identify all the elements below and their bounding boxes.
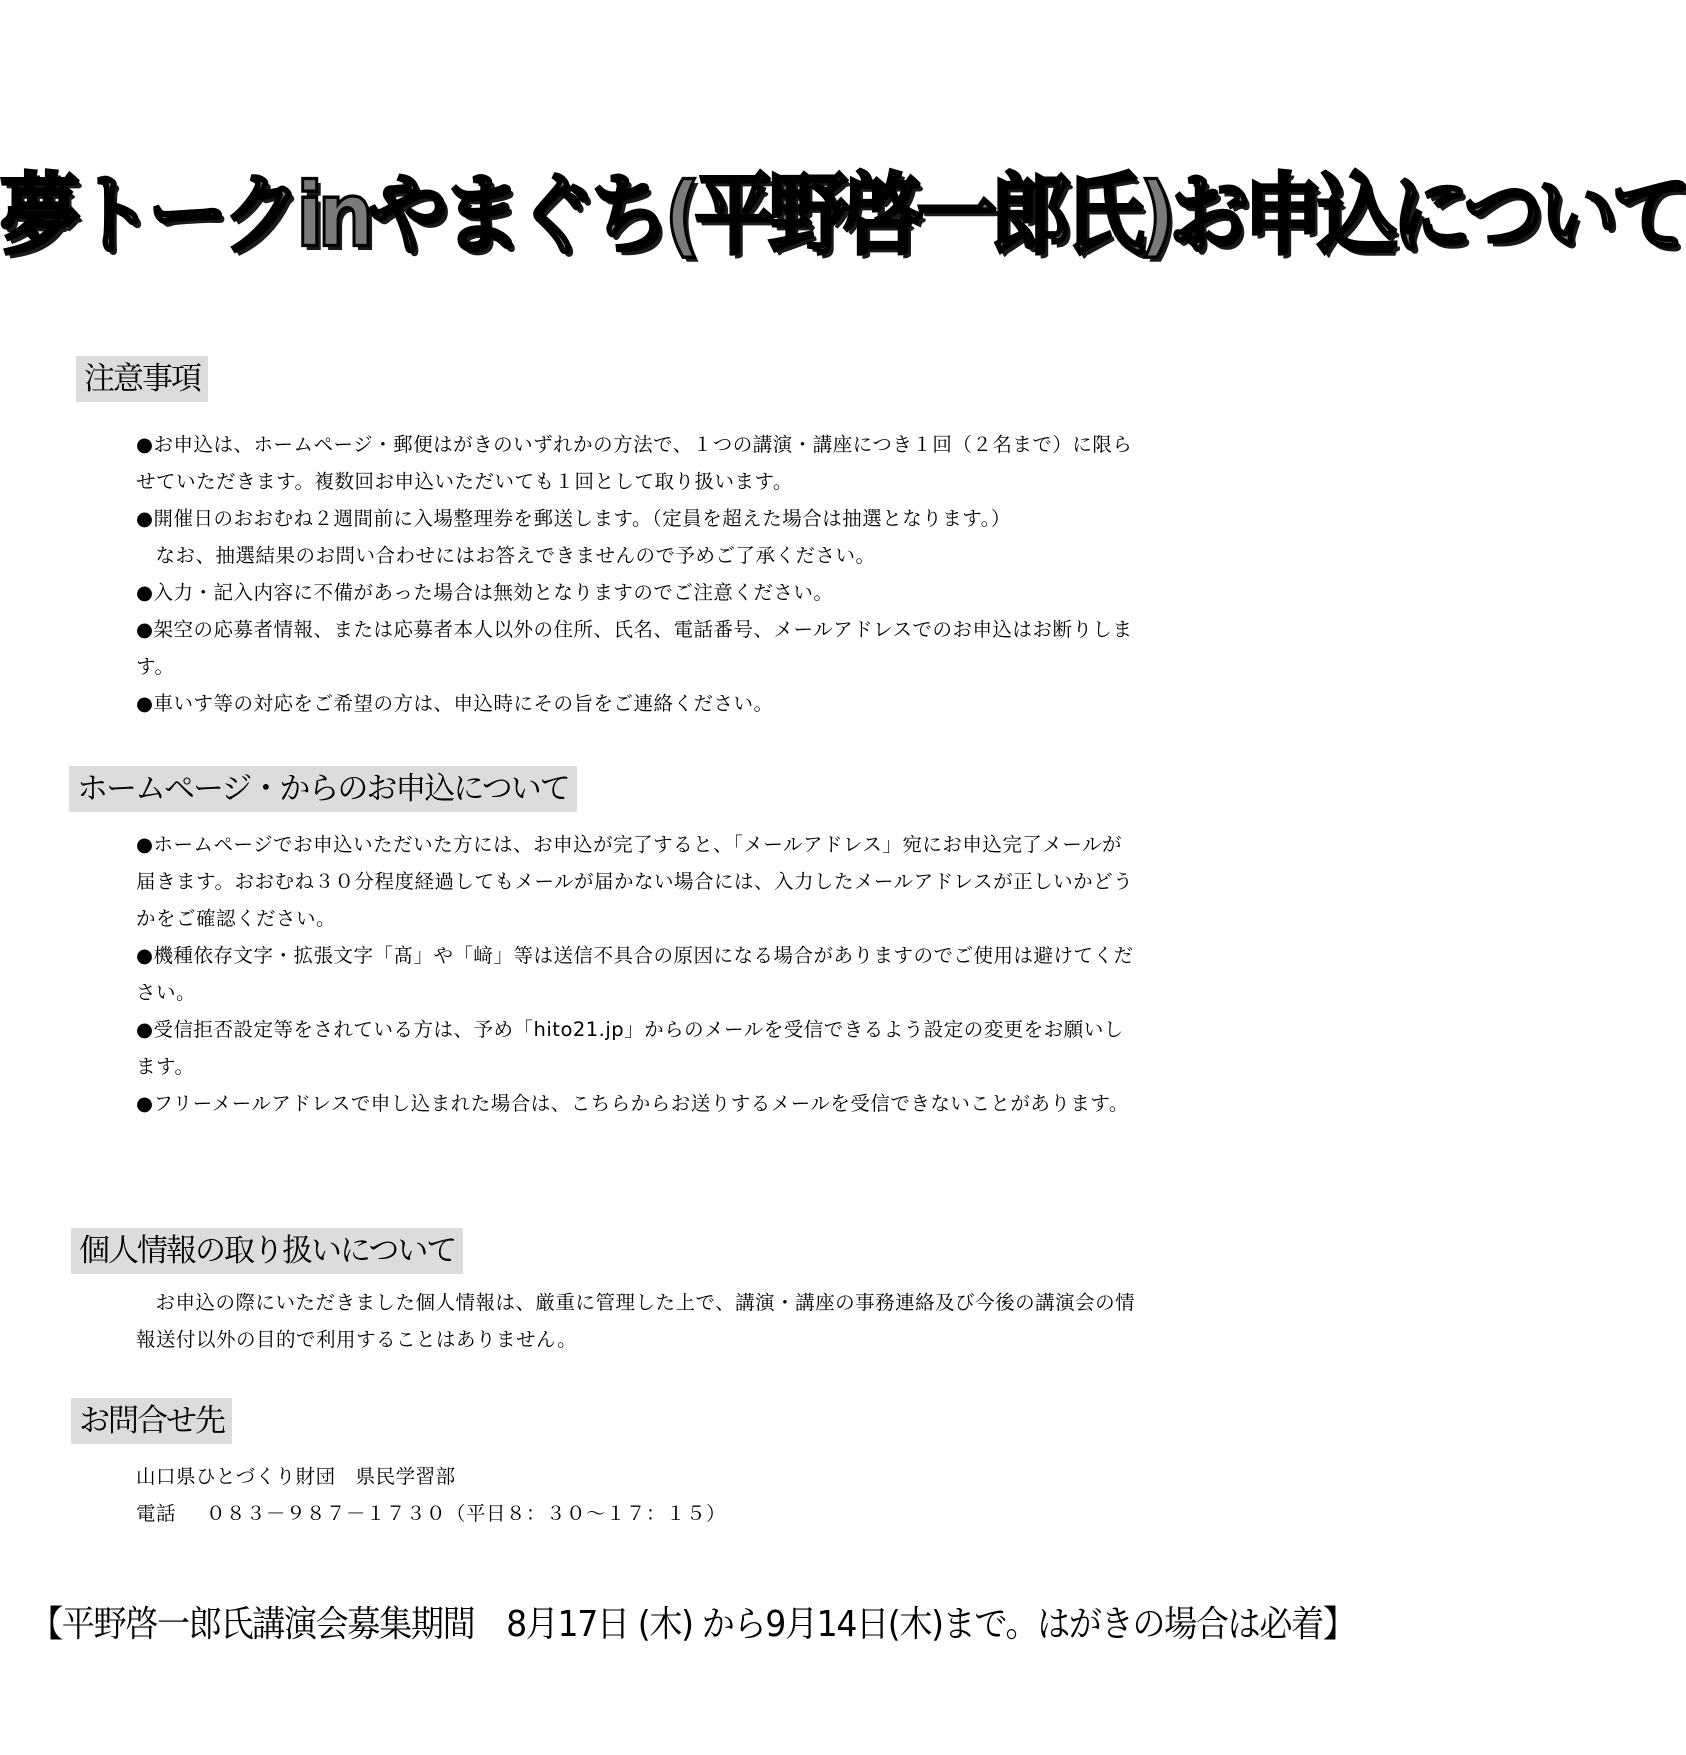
tel-number: ０８３－９８７－１７３０（平日８：３０～１７：１５） bbox=[206, 1502, 727, 1525]
contact-tel-line bbox=[136, 1495, 1141, 1532]
list-item: ●フリーメールアドレスで申し込まれた場合は、こちらからお送りするメールを受信できないことがあります。 bbox=[136, 1092, 1129, 1115]
section-heading-privacy: 個人情報の取り扱いについて bbox=[71, 1228, 463, 1274]
list-item: ●入力・記入内容に不備があった場合は無効となりますのでご注意ください。 bbox=[136, 581, 834, 604]
tel-label: 電話 bbox=[136, 1502, 177, 1525]
contact-org: 山口県ひとづくり財団 県民学習部 bbox=[136, 1465, 456, 1488]
list-item: ●開催日のおおむね２週間前に入場整理券を郵送します。（定員を超えた場合は抽選となります。） bbox=[136, 507, 1011, 530]
notes-list bbox=[136, 426, 1141, 722]
list-item: ●ホームページでお申込いただいた方には、お申込が完了すると、「メールアドレス」宛にお申込完了メールが届きます。おおむね３０分程度経過してもメールが届かない場合には、入力したメールアドレスが正しいかどうかをご確認ください。 bbox=[136, 833, 1134, 930]
section-heading-notes: 注意事項 bbox=[76, 356, 208, 402]
privacy-body: お申込の際にいただきました個人情報は、厳重に管理した上で、講演・講座の事務連絡及び今後の講演会の情報送付以外の目的で利用することはありません。 bbox=[136, 1291, 1136, 1351]
section-heading-contact: お問合せ先 bbox=[71, 1398, 232, 1444]
web-list bbox=[136, 826, 1141, 1122]
contact-info bbox=[136, 1458, 1141, 1532]
list-item: ●お申込は、ホームページ・郵便はがきのいずれかの方法で、１つの講演・講座につき１回（２名まで）に限らせていただきます。複数回お申込いただいても１回として取り扱います。 bbox=[136, 433, 1133, 493]
list-item: ●車いす等の対応をご希望の方は、申込時にその旨をご連絡ください。 bbox=[136, 692, 774, 715]
privacy-text bbox=[136, 1284, 1141, 1358]
list-item: ●受信拒否設定等をされている方は、予め「hito21.jp」からのメールを受信できるよう設定の変更をお願いします。 bbox=[136, 1018, 1124, 1078]
application-period-banner: 【平野啓一郎氏講演会募集期間 8月17日 (木) から9月14日(木)まで。はがきの場合は必着】 bbox=[30, 1604, 1355, 1645]
section-heading-web: ホームページ・からのお申込について bbox=[69, 766, 577, 812]
page-title: 夢トークinやまぐち(平野啓一郎氏)お申込について bbox=[0, 164, 1686, 267]
list-item: ●機種依存文字・拡張文字「髙」や「﨑」等は送信不具合の原因になる場合がありますのでご使用は避けてください。 bbox=[136, 944, 1134, 1004]
list-item: ●架空の応募者情報、または応募者本人以外の住所、氏名、電話番号、メールアドレスでのお申込はお断りします。 bbox=[136, 618, 1133, 678]
list-item: なお、抽選結果のお問い合わせにはお答えできませんので予めご了承ください。 bbox=[155, 544, 876, 567]
